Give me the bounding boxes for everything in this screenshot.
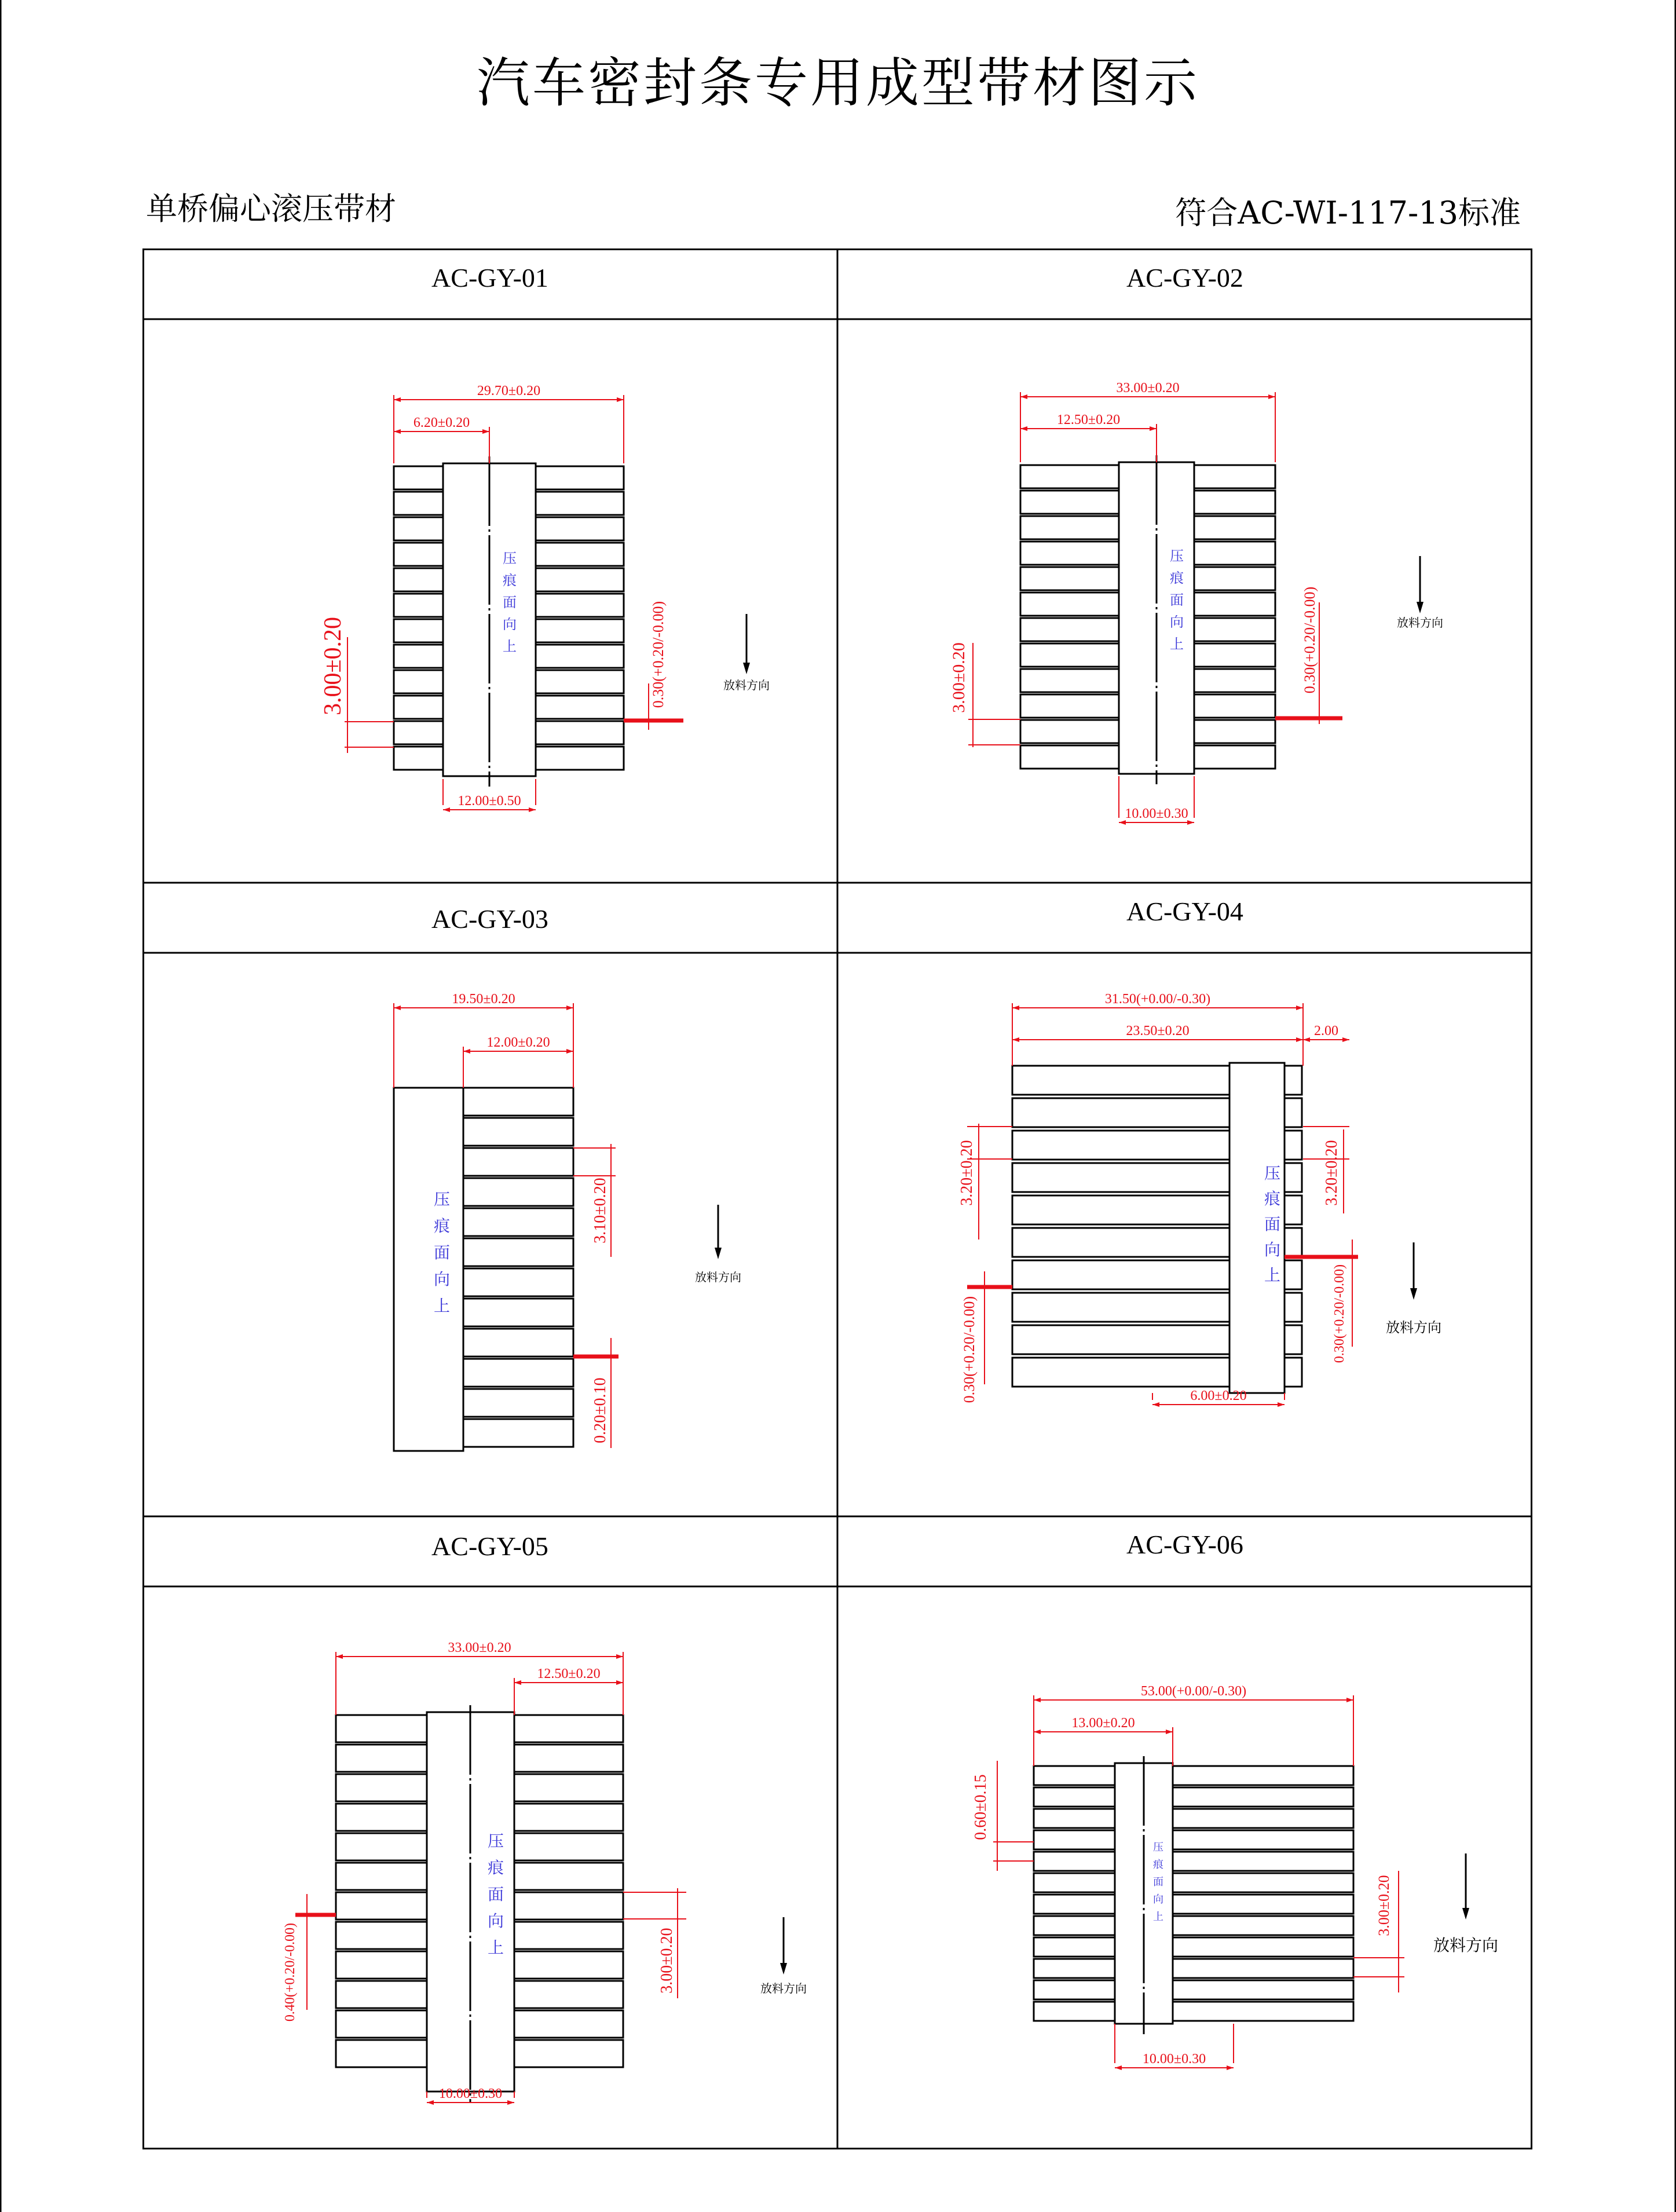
dimension-arrowhead: [1278, 1402, 1285, 1407]
drawing-ac-gy-06: [972, 1684, 1498, 2070]
strip-bar: [1285, 1293, 1302, 1322]
mark-char: 向: [1153, 1893, 1163, 1905]
strip-bar: [1173, 1873, 1353, 1892]
panel-code-3: AC-GY-03: [431, 904, 548, 934]
dimension-arrowhead: [514, 1680, 521, 1685]
feed-direction: [723, 614, 770, 692]
feed-direction-arrowhead: [1410, 1288, 1417, 1300]
strip-bar: [536, 543, 624, 566]
dimension-arrowhead: [1187, 820, 1194, 825]
strip-bar: [1034, 1895, 1115, 1914]
strip-bar: [514, 2010, 623, 2038]
dimension-arrowhead: [1150, 426, 1157, 431]
dimension-arrowhead: [1115, 2065, 1122, 2070]
dimension-label: 23.50±0.20: [1126, 1023, 1190, 1039]
dimension-arrowhead: [336, 1654, 343, 1659]
strip-bar: [1285, 1358, 1302, 1387]
strip-bar: [1012, 1293, 1229, 1322]
strip-bar: [1194, 516, 1275, 539]
mark-char: 压: [1153, 1841, 1163, 1853]
panel-code-1: AC-GY-01: [431, 263, 548, 293]
dim-right-tab: [1303, 1023, 1349, 1042]
strip-bar: [394, 619, 443, 642]
strip-bar: [463, 1208, 573, 1236]
strip-bar: [1173, 1895, 1353, 1914]
feed-direction-label: 放料方向: [1386, 1321, 1441, 1336]
strip-bar: [463, 1268, 573, 1296]
mark-char: 上: [1170, 637, 1184, 652]
strip-bar: [1034, 1980, 1115, 1999]
strip-bar: [514, 1804, 623, 1831]
strip-bar: [336, 2040, 427, 2067]
mark-char: 面: [433, 1244, 451, 1262]
strip-bar: [1194, 491, 1275, 514]
strip-bar: [1285, 1325, 1302, 1354]
mark-char: 向: [433, 1271, 451, 1289]
dim-offset: [394, 415, 489, 463]
strip-bar: [1012, 1325, 1229, 1354]
dimension-arrowhead: [566, 1049, 573, 1054]
strip-bar: [394, 594, 443, 617]
strip-bar: [1034, 1787, 1115, 1807]
strip-bar: [1173, 1787, 1353, 1807]
strip-bar: [536, 747, 624, 770]
strip-bar: [1285, 1131, 1302, 1160]
strip-bar: [336, 1863, 427, 1890]
strip-bar: [536, 721, 624, 744]
dimension-label: 31.50(+0.00/-0.30): [1104, 992, 1211, 1007]
dimension-arrowhead: [616, 1654, 623, 1659]
dim-spine-width: [427, 2086, 514, 2105]
feed-direction-label: 放料方向: [1433, 1937, 1499, 1955]
strip-bar: [336, 1922, 427, 1949]
strip-bar: [1173, 1937, 1353, 1957]
strip-bar: [1034, 1766, 1115, 1785]
dimension-label: 6.00±0.20: [1190, 1388, 1247, 1403]
dimension-arrowhead: [1296, 1037, 1303, 1042]
strip-bar: [1173, 2002, 1353, 2021]
strip-bar: [1194, 720, 1275, 743]
strip-bar: [463, 1238, 573, 1266]
strip-bar: [514, 2040, 623, 2067]
strip-bar: [336, 1892, 427, 1919]
strip-bar: [1034, 1959, 1115, 1978]
dimension-arrowhead: [1303, 1037, 1310, 1042]
strip-bar: [336, 1745, 427, 1772]
dimension-arrowhead: [1342, 1037, 1349, 1042]
feed-direction: [1386, 1242, 1441, 1336]
strip-bar: [1034, 1937, 1115, 1957]
feed-direction: [695, 1205, 741, 1284]
mark-char: 痕: [1153, 1859, 1163, 1870]
mark-char: 痕: [1264, 1190, 1281, 1208]
mark-char: 痕: [503, 573, 517, 588]
strip-bar: [394, 645, 443, 668]
panel-code-2: AC-GY-02: [1126, 263, 1243, 293]
dim-thickness: 0.20±0.10: [591, 1377, 609, 1443]
strip-bar: [463, 1088, 573, 1116]
strip-bar: [1012, 1131, 1229, 1160]
strip-bar: [1194, 669, 1275, 692]
strip-bar: [1012, 1358, 1229, 1387]
strip-bar: [1012, 1195, 1229, 1224]
dimension-arrowhead: [1020, 426, 1027, 431]
mark-char: 压: [433, 1191, 451, 1209]
dim-thickness: 0.30(+0.20/-0.00): [1301, 586, 1318, 694]
dimension-arrowhead: [507, 2100, 514, 2105]
strip-bar: [514, 1833, 623, 1860]
dimension-label: 2.00: [1314, 1023, 1338, 1039]
dim-spine-width: [1115, 2024, 1234, 2070]
dimension-arrowhead: [1012, 1006, 1019, 1010]
strip-bar: [463, 1419, 573, 1447]
strip-bar: [1020, 745, 1119, 769]
strip-bar: [336, 2010, 427, 2038]
dimension-label: 33.00±0.20: [1116, 381, 1180, 396]
strip-bar: [1020, 694, 1119, 718]
dimension-label: 10.00±0.30: [1125, 806, 1188, 821]
strip-bar: [1285, 1260, 1302, 1289]
strip-bar: [394, 721, 443, 744]
strip-bar: [1285, 1163, 1302, 1192]
drawing-ac-gy-01: [320, 383, 770, 812]
strip-bar: [1020, 720, 1119, 743]
strip-bar: [536, 568, 624, 591]
strip-bar: [463, 1118, 573, 1146]
dimension-arrowhead: [1034, 1730, 1041, 1734]
dimension-label: 6.20±0.20: [413, 415, 470, 430]
strip-bar: [1034, 2002, 1115, 2021]
mark-char: 痕: [1170, 571, 1184, 586]
strip-bar: [514, 1863, 623, 1890]
strip-bar: [1285, 1228, 1302, 1257]
dimension-arrowhead: [394, 397, 401, 402]
strip-bar: [1012, 1098, 1229, 1127]
strip-bar: [514, 1981, 623, 2008]
dim-pitch-right: 3.20±0.20: [1323, 1140, 1341, 1206]
dimension-arrowhead: [566, 1006, 573, 1010]
strip-bar: [1173, 1916, 1353, 1935]
strip-bar: [336, 1774, 427, 1801]
strip-bar: [394, 747, 443, 770]
feed-direction-label: 放料方向: [723, 679, 770, 692]
strip-bar: [463, 1329, 573, 1357]
strip-bar: [1020, 644, 1119, 667]
feed-direction: [1433, 1853, 1498, 1955]
strip-bar: [394, 466, 443, 489]
strip-bar: [336, 1981, 427, 2008]
strip-bar: [1012, 1228, 1229, 1257]
panel-code-5: AC-GY-05: [431, 1531, 548, 1561]
strip-bar: [536, 594, 624, 617]
feed-direction-label: 放料方向: [760, 1983, 807, 1995]
dimension-label: 33.00±0.20: [448, 1640, 511, 1655]
feed-direction-label: 放料方向: [1397, 617, 1443, 630]
dimension-label: 19.50±0.20: [452, 992, 515, 1007]
dimension-label: 12.50±0.20: [537, 1666, 601, 1681]
strip-bar: [536, 517, 624, 540]
dimension-label: 29.70±0.20: [477, 383, 541, 398]
strip-bar: [394, 670, 443, 693]
strip-bar: [463, 1359, 573, 1387]
feed-direction: [760, 1917, 807, 1995]
strip-bar: [1194, 745, 1275, 769]
feed-direction-arrowhead: [1417, 602, 1423, 613]
strip-bar: [514, 1922, 623, 1949]
dim-thickness-right: 0.30(+0.20/-0.00): [1332, 1264, 1347, 1363]
subtitle-left: 单桥偏心滚压带材: [146, 191, 396, 227]
strip-bar: [1173, 1980, 1353, 1999]
strip-bar: [514, 1715, 623, 1742]
strip-bar: [1285, 1066, 1302, 1095]
dimension-label: 12.00±0.20: [486, 1035, 550, 1050]
feed-direction-arrowhead: [780, 1963, 787, 1975]
mark-char: 上: [503, 639, 517, 655]
dimension-arrowhead: [1166, 1730, 1173, 1734]
strip-bar: [336, 1804, 427, 1831]
mark-char: 压: [1264, 1165, 1281, 1183]
strip-bar: [514, 1951, 623, 1979]
feed-direction: [1397, 556, 1443, 630]
panel-code-4: AC-GY-04: [1126, 897, 1243, 926]
strip-bar: [336, 1951, 427, 1979]
strip-bar: [336, 1833, 427, 1860]
strip-bar: [536, 696, 624, 719]
strip-bar: [1020, 618, 1119, 641]
strip-bar: [1194, 694, 1275, 718]
mark-char: 痕: [487, 1859, 504, 1877]
strip-bar: [463, 1389, 573, 1417]
strip-bar: [514, 1892, 623, 1919]
dim-offset: [1020, 412, 1157, 462]
dimension-arrowhead: [1296, 1006, 1303, 1010]
strip-bar: [1020, 465, 1119, 488]
strip-bar: [394, 543, 443, 566]
strip-bar: [1020, 567, 1119, 590]
dimension-arrowhead: [617, 397, 624, 402]
dimension-arrowhead: [1268, 394, 1275, 399]
dim-pitch: 3.00±0.20: [320, 616, 346, 716]
strip-bar: [1173, 1959, 1353, 1978]
dimension-label: 12.50±0.20: [1056, 412, 1121, 427]
strip-bar: [1173, 1830, 1353, 1849]
strip-bar: [1012, 1260, 1229, 1289]
dim-thickness: 0.60±0.15: [972, 1774, 990, 1840]
drawing-ac-gy-02: [949, 381, 1443, 825]
strip-bar: [536, 492, 624, 515]
strip-bar: [1020, 516, 1119, 539]
strip-spine: [394, 1088, 463, 1451]
dim-offset: [514, 1666, 623, 1715]
strip-bar: [1285, 1098, 1302, 1127]
mark-char: 面: [1153, 1876, 1163, 1888]
strip-bar: [1012, 1066, 1229, 1095]
strip-bar: [336, 1715, 427, 1742]
dim-comb-width: [463, 1035, 573, 1088]
strip-bar: [1020, 491, 1119, 514]
strip-bar: [1173, 1809, 1353, 1828]
strip-bar: [1194, 542, 1275, 565]
dim-pitch-left: 3.20±0.20: [958, 1140, 976, 1206]
mark-char: 上: [1264, 1267, 1281, 1285]
mark-char: 面: [1170, 593, 1184, 608]
dimension-arrowhead: [1034, 1698, 1041, 1702]
mark-char: 向: [1170, 615, 1184, 630]
dimension-label: 10.00±0.30: [1142, 2052, 1206, 2067]
feed-direction-label: 放料方向: [695, 1271, 741, 1284]
mark-char: 上: [1153, 1911, 1163, 1922]
strip-bar: [394, 492, 443, 515]
dimension-arrowhead: [1020, 394, 1027, 399]
mark-char: 向: [503, 617, 517, 632]
strip-bar: [394, 517, 443, 540]
drawing-ac-gy-05: [283, 1640, 807, 2105]
strip-bar: [1194, 593, 1275, 616]
page-title: 汽车密封条专用成型带材图示: [476, 52, 1199, 114]
strip-bar: [1020, 542, 1119, 565]
dimension-arrowhead: [1227, 2065, 1234, 2070]
strip-bar: [536, 619, 624, 642]
strip-bar: [1034, 1852, 1115, 1871]
dim-offset: [1034, 1716, 1173, 1766]
mark-char: 痕: [433, 1217, 451, 1235]
strip-bar: [1194, 618, 1275, 641]
dimension-arrowhead: [1152, 1402, 1159, 1407]
strip-bar: [536, 645, 624, 668]
strip-bar: [1020, 669, 1119, 692]
dimension-arrowhead: [463, 1049, 470, 1054]
dim-thickness-left: 0.30(+0.20/-0.00): [961, 1296, 978, 1403]
strip-bar: [1034, 1916, 1115, 1935]
strip-bar: [1173, 1766, 1353, 1785]
feed-direction-arrowhead: [715, 1248, 722, 1259]
mark-char: 面: [487, 1886, 504, 1904]
panel-code-6: AC-GY-06: [1126, 1530, 1243, 1559]
mark-char: 压: [487, 1833, 504, 1851]
dim-thickness: 0.30(+0.20/-0.00): [650, 601, 667, 708]
strip-bar: [1194, 644, 1275, 667]
strip-bar: [1173, 1852, 1353, 1871]
dimension-arrowhead: [443, 807, 450, 812]
mark-char: 上: [433, 1297, 451, 1315]
dim-pitch: 3.10±0.20: [591, 1178, 609, 1244]
dim-thickness: 0.40(+0.20/-0.00): [283, 1922, 298, 2022]
strip-bar: [1034, 1809, 1115, 1828]
strip-bar: [514, 1774, 623, 1801]
drawing-ac-gy-04: [958, 992, 1441, 1407]
dimension-arrowhead: [529, 807, 536, 812]
strip-bar: [1012, 1163, 1229, 1192]
dimension-label: 10.00±0.30: [438, 2086, 503, 2101]
mark-char: 上: [487, 1939, 504, 1957]
mark-char: 向: [487, 1913, 504, 1931]
mark-char: 向: [1264, 1241, 1281, 1259]
strip-bar: [514, 1745, 623, 1772]
dimension-arrowhead: [394, 1006, 401, 1010]
dimension-label: 12.00±0.50: [458, 794, 521, 809]
strip-bar: [463, 1148, 573, 1176]
strip-bar: [1194, 567, 1275, 590]
drawing-ac-gy-03: [394, 992, 741, 1451]
feed-direction-arrowhead: [743, 663, 750, 674]
mark-char: 压: [503, 551, 517, 566]
subtitle-right: 符合AC-WI-117-13标准: [1175, 195, 1521, 231]
dimension-arrowhead: [1012, 1037, 1019, 1042]
strip-bar: [463, 1299, 573, 1326]
strip-bar: [1034, 1830, 1115, 1849]
dimension-arrowhead: [427, 2100, 434, 2105]
dim-pitch: 3.00±0.20: [658, 1928, 676, 1994]
strip-bar: [394, 696, 443, 719]
mark-char: 压: [1170, 549, 1184, 564]
strip-bar: [536, 466, 624, 489]
feed-direction-arrowhead: [1462, 1908, 1469, 1919]
dimension-arrowhead: [616, 1680, 623, 1685]
strip-bar: [1194, 465, 1275, 488]
strip-bar: [394, 568, 443, 591]
strip-bar: [536, 670, 624, 693]
strip-bar: [1020, 593, 1119, 616]
mark-char: 面: [503, 595, 517, 610]
dimension-arrowhead: [394, 429, 401, 434]
dimension-arrowhead: [1346, 1698, 1353, 1702]
strip-bar: [463, 1178, 573, 1206]
strip-bar: [1285, 1195, 1302, 1224]
strip-bar: [1034, 1873, 1115, 1892]
dim-pitch: 3.00±0.20: [1375, 1875, 1392, 1936]
mark-char: 面: [1264, 1216, 1281, 1234]
dim-left-width: [1012, 1023, 1303, 1066]
dimension-label: 53.00(+0.00/-0.30): [1140, 1684, 1247, 1699]
dimension-arrowhead: [482, 429, 489, 434]
dim-pitch: 3.00±0.20: [949, 642, 968, 713]
dimension-label: 13.00±0.20: [1071, 1716, 1135, 1731]
